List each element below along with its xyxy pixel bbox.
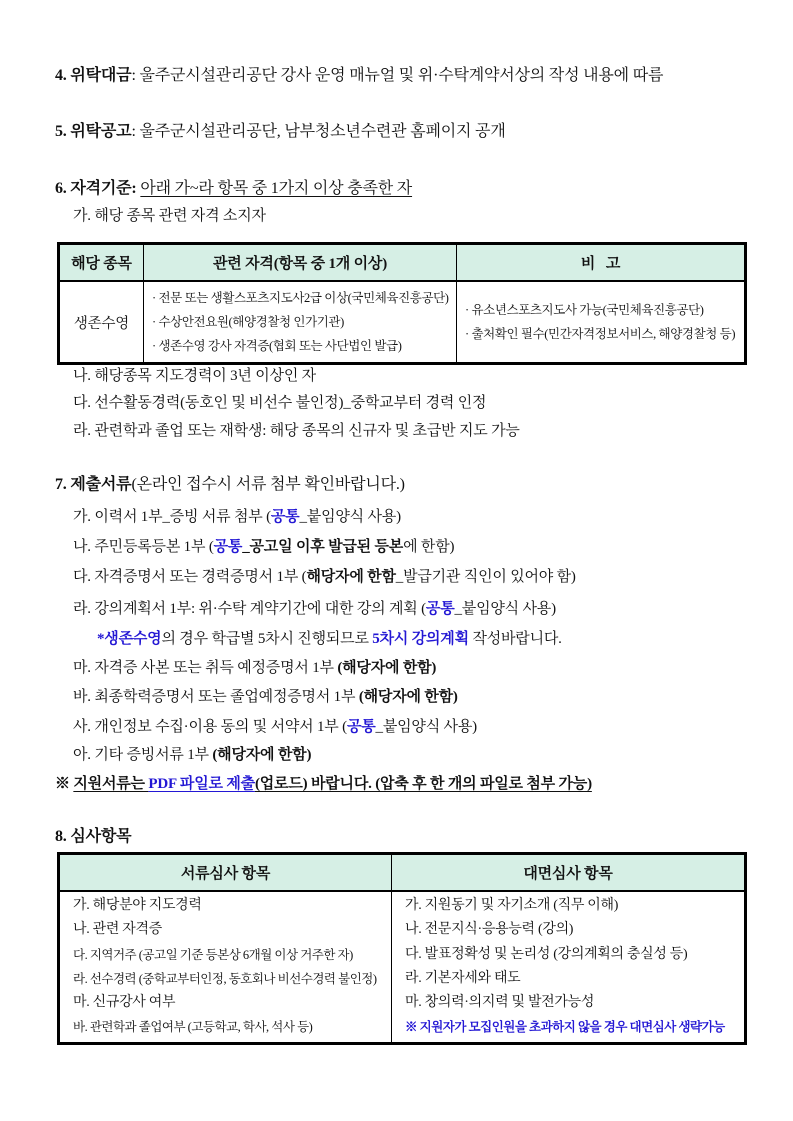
section-8-heading: 8. 심사항목 — [55, 828, 132, 845]
text-run: 4. 위탁대금 — [55, 67, 132, 84]
text-run: _발급기관 직인이 있어야 함) — [395, 569, 576, 585]
section-7-item — [73, 687, 458, 707]
text-run: _붙임양식 사용) — [299, 509, 401, 525]
qual-remark-item: · 출처확인 필수(민간자격정보서비스, 해양경찰청 등) — [465, 327, 736, 341]
review-cell-document — [59, 891, 392, 1043]
text-run: 마. 자격증 사본 또는 취득 예정증명서 1부 — [73, 660, 338, 676]
qualification-table-header-row — [59, 244, 746, 282]
section-7-submission-note — [55, 774, 592, 794]
qual-header-certs: 관련 자격(항목 중 1개 이상) — [144, 244, 457, 282]
review-doc-item: 바. 관련학과 졸업여부 (고등학교, 학사, 석사 등) — [73, 1020, 313, 1035]
qual-cell-sport: 생존수영 — [59, 281, 144, 364]
text-run: 사. 개인정보 수집·이용 동의 및 서약서 1부 ( — [73, 719, 347, 735]
section-6-heading — [55, 179, 412, 199]
section-7-item — [73, 745, 311, 765]
qual-header-remarks: 비 고 — [457, 244, 746, 282]
section-7-subnote — [97, 629, 562, 649]
qual-header-sport: 해당 종목 — [59, 244, 144, 282]
qualification-table-body-row — [59, 281, 746, 364]
section-6-item-c: 다. 선수활동경력(동호인 및 비선수 불인정)_중학교부터 경력 인정 — [73, 395, 487, 411]
section-7-item — [73, 658, 436, 678]
text-run: 다. 자격증명서 또는 경력증명서 1부 ( — [73, 569, 307, 585]
review-interview-skip-note: ※ 지원자가 모집인원을 초과하지 않을 경우 대면심사 생략가능 — [405, 1020, 725, 1035]
section-6-item-d: 라. 관련학과 졸업 또는 재학생: 해당 종목의 신규자 및 초급반 지도 가능 — [73, 423, 520, 439]
section-5-heading — [55, 122, 506, 142]
review-interview-item: 나. 전문지식·응용능력 (강의) — [405, 922, 574, 938]
qual-cert-item: · 전문 또는 생활스포츠지도사2급 이상(국민체육진흥공단) — [152, 291, 449, 305]
text-run: 5. 위탁공고 — [55, 123, 132, 140]
section-6-item-b: 나. 해당종목 지도경력이 3년 이상인 자 — [73, 368, 316, 384]
text-run: (해당자에 한함) — [337, 660, 437, 676]
text-run: (업로드) 바랍니다. (압축 후 한 개의 파일로 첨부 가능) — [254, 776, 592, 792]
text-run: : 울주군시설관리공단, 남부청소년수련관 홈페이지 공개 — [131, 123, 506, 140]
review-interview-item: 가. 지원동기 및 자기소개 (직무 이해) — [405, 898, 619, 913]
text-run: 에 한함) — [403, 539, 455, 555]
qualification-table — [57, 242, 747, 365]
section-6-item-a: 가. 해당 종목 관련 자격 소지자 — [73, 208, 266, 224]
review-doc-item: 가. 해당분야 지도경력 — [73, 898, 202, 913]
text-run: ※ — [55, 776, 74, 792]
qual-cell-remarks — [457, 281, 746, 364]
review-header-interview: 대면심사 항목 — [392, 854, 746, 892]
text-run: _붙임양식 사용) — [454, 601, 556, 617]
text-run: (온라인 접수시 서류 첨부 확인바랍니다.) — [131, 476, 405, 493]
section-7-item — [73, 599, 556, 619]
text-run: 나. 주민등록등본 1부 ( — [73, 539, 214, 555]
review-interview-item: 마. 창의력·의지력 및 발전가능성 — [405, 995, 595, 1011]
text-run: 바. 최종학력증명서 또는 졸업예정증명서 1부 — [73, 689, 359, 705]
section-7-item — [73, 567, 576, 587]
text-run: PDF 파일로 제출 — [148, 776, 255, 792]
text-run: 공통 — [270, 509, 300, 525]
review-doc-item: 라. 선수경력 (중학교부터인정, 동호회나 비선수경력 불인정) — [73, 971, 377, 986]
text-run: *생존수영 — [97, 631, 162, 647]
text-run: 의 경우 학급별 5차시 진행되므로 — [161, 631, 373, 647]
review-header-document: 서류심사 항목 — [59, 854, 392, 892]
review-interview-item: 라. 기본자세와 태도 — [405, 970, 521, 986]
text-run: (해당자에 한함) — [358, 689, 458, 705]
section-7-item — [73, 537, 454, 557]
review-doc-item: 다. 지역거주 (공고일 기준 등본상 6개월 이상 거주한 자) — [73, 947, 353, 962]
review-interview-item: 다. 발표정확성 및 논리성 (강의계획의 충실성 등) — [405, 946, 688, 962]
review-cell-interview — [392, 891, 746, 1043]
section-7-heading — [55, 475, 405, 495]
qual-remark-item: · 유소년스포츠지도사 가능(국민체육진흥공단) — [465, 303, 704, 317]
section-7-item — [73, 507, 401, 527]
review-table-body-row — [59, 891, 746, 1043]
text-run: 아. 기타 증빙서류 1부 — [73, 747, 213, 763]
text-run: 5차시 강의계획 — [372, 631, 469, 647]
text-run: 공통 — [346, 719, 376, 735]
text-run: (해당자에 한함) — [212, 747, 312, 763]
text-run: 가. 이력서 1부_증빙 서류 첨부 ( — [73, 509, 271, 525]
section-7-item — [73, 717, 477, 737]
qual-cell-certs — [144, 281, 457, 364]
text-run: 지원서류는 — [73, 776, 149, 792]
text-run: 아래 가~라 항목 중 1가지 이상 충족한 자 — [140, 180, 413, 197]
review-table-header-row — [59, 854, 746, 892]
text-run: 해당자에 한함 — [306, 569, 396, 585]
text-run: 라. 강의계획서 1부: 위·수탁 계약기간에 대한 강의 계획 ( — [73, 601, 426, 617]
text-run: 작성바랍니다. — [468, 631, 562, 647]
section-4-heading — [55, 66, 663, 86]
review-doc-item: 마. 신규강사 여부 — [73, 995, 176, 1011]
text-run: 6. 자격기준: — [55, 180, 141, 197]
text-run: : 울주군시설관리공단 강사 운영 매뉴얼 및 위·수탁계약서상의 작성 내용에 따름 — [131, 67, 664, 84]
review-doc-item: 나. 관련 자격증 — [73, 922, 162, 938]
text-run: 7. 제출서류 — [55, 476, 132, 493]
qual-cert-item: · 수상안전요원(해양경찰청 인가기관) — [152, 315, 344, 329]
text-run: _공고일 이후 발급된 등본 — [242, 539, 404, 555]
review-items-table — [57, 852, 747, 1045]
text-run: 공통 — [213, 539, 243, 555]
text-run: _붙임양식 사용) — [375, 719, 477, 735]
text-run: 공통 — [425, 601, 455, 617]
qual-cert-item: · 생존수영 강사 자격증(협회 또는 사단법인 발급) — [152, 339, 402, 353]
